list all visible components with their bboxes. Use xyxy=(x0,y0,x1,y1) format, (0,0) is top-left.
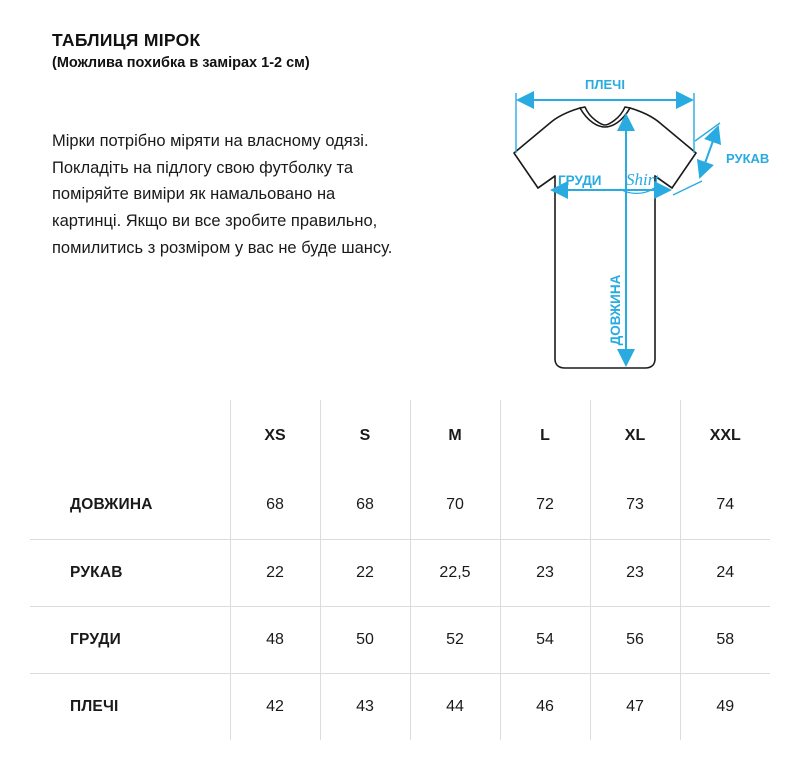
cell-length-xl: 73 xyxy=(590,472,680,539)
cell-sleeve-xs: 22 xyxy=(230,539,320,606)
cell-length-l: 72 xyxy=(500,472,590,539)
size-header-xs: XS xyxy=(230,400,320,472)
shoulders-label: ПЛЕЧІ xyxy=(585,77,625,92)
table-body xyxy=(30,472,770,740)
size-header-l: L xyxy=(500,400,590,472)
row-label-sleeve: РУКАВ xyxy=(30,539,230,606)
table-header-row xyxy=(30,400,770,472)
header-block xyxy=(52,30,412,71)
table-corner-cell xyxy=(30,400,230,472)
page-subtitle: (Можлива похибка в замірах 1-2 см) xyxy=(52,55,310,71)
cell-length-xs: 68 xyxy=(230,472,320,539)
table-row xyxy=(30,472,770,539)
table-head xyxy=(30,400,770,472)
tshirt-outline xyxy=(514,107,696,368)
size-header-s: S xyxy=(320,400,410,472)
size-table-wrapper xyxy=(0,400,800,740)
cell-sleeve-xxl: 24 xyxy=(680,539,770,606)
row-label-shoulders: ПЛЕЧІ xyxy=(30,673,230,740)
cell-chest-xl: 56 xyxy=(590,606,680,673)
cell-sleeve-s: 22 xyxy=(320,539,410,606)
cell-chest-xs: 48 xyxy=(230,606,320,673)
cell-sleeve-l: 23 xyxy=(500,539,590,606)
cell-chest-xxl: 58 xyxy=(680,606,770,673)
intro-paragraph: Мірки потрібно міряти на власному одязі. Покладіть на підлогу свою футболку та поміряйте виміри як намальовано на картинці. Якщо ви все зробите правильно, помилитись з розміром у вас не буде шансу. xyxy=(52,132,393,257)
row-label-chest: ГРУДИ xyxy=(30,606,230,673)
cell-shoulders-l: 46 xyxy=(500,673,590,740)
size-header-m: M xyxy=(410,400,500,472)
cell-shoulders-xxl: 49 xyxy=(716,697,735,715)
cell-sleeve-xl: 23 xyxy=(590,539,680,606)
cell-shoulders-s: 43 xyxy=(320,673,410,740)
sleeve-label: РУКАВ xyxy=(726,151,770,166)
cell-length-xxl: 74 xyxy=(680,472,770,539)
chest-label: ГРУДИ xyxy=(558,173,602,188)
print-label: Shirt xyxy=(626,170,660,189)
row-label-length: ДОВЖИНА xyxy=(30,472,230,539)
cell-shoulders-m: 44 xyxy=(410,673,500,740)
cell-shoulders-xl: 47 xyxy=(590,673,680,740)
cell-chest-s: 50 xyxy=(320,606,410,673)
size-header-xxl: XXL xyxy=(709,427,741,444)
cell-sleeve-m: 22,5 xyxy=(410,539,500,606)
tshirt-diagram xyxy=(430,45,780,395)
table-row xyxy=(30,606,770,673)
size-table xyxy=(30,400,770,740)
length-label: ДОВЖИНА xyxy=(608,274,623,346)
page-title: ТАБЛИЦЯ МІРОК xyxy=(52,30,201,50)
cell-chest-l: 54 xyxy=(500,606,590,673)
table-row xyxy=(30,673,770,740)
table-row xyxy=(30,539,770,606)
cell-chest-m: 52 xyxy=(410,606,500,673)
size-header-xl: XL xyxy=(590,400,680,472)
cell-length-m: 70 xyxy=(410,472,500,539)
cell-shoulders-xs: 42 xyxy=(230,673,320,740)
cell-length-s: 68 xyxy=(320,472,410,539)
